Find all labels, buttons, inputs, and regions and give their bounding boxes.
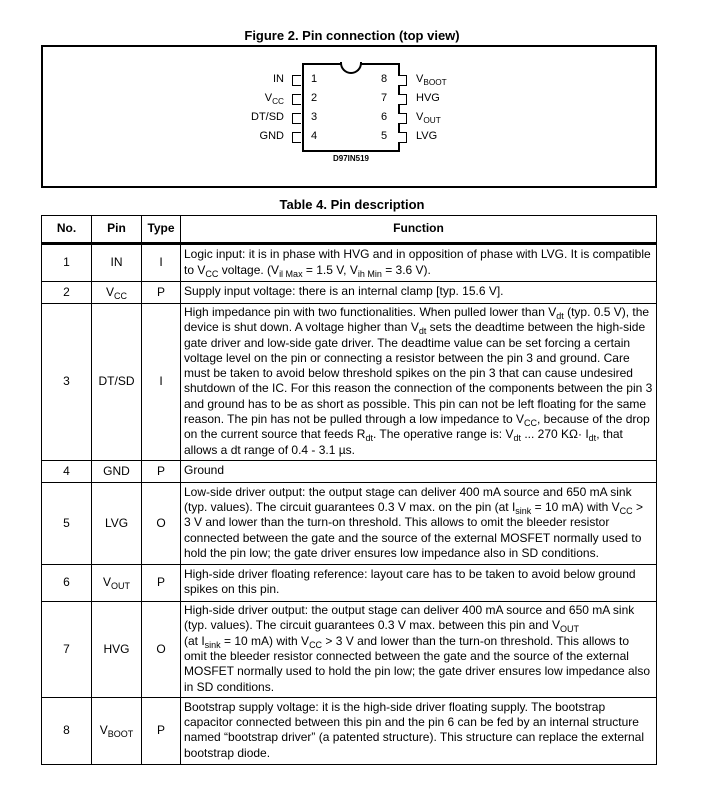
cell-pin: GND bbox=[92, 460, 142, 482]
cell-no: 8 bbox=[42, 697, 92, 764]
pin-description-table bbox=[41, 215, 657, 765]
cell-type: I bbox=[142, 244, 181, 282]
cell-no: 3 bbox=[42, 304, 92, 461]
cell-no: 4 bbox=[42, 460, 92, 482]
cell-no: 6 bbox=[42, 564, 92, 601]
cell-pin: LVG bbox=[92, 482, 142, 564]
pin-number-5: 5 bbox=[381, 130, 388, 142]
pin-lead-2 bbox=[292, 94, 301, 105]
pin-label-vout: $V_{OUT}$ bbox=[416, 111, 441, 125]
cell-function: Logic input: it is in phase with HVG and in opposition of phase with LVG. It is compatible to $V_{CC}$ voltage. ($V_{il Max} = 1.5$ V, $V_{ih Min} = 3.6$ V). bbox=[181, 244, 657, 282]
table-caption: Table 4. Pin description bbox=[279, 197, 425, 212]
cell-pin: $V_{BOOT}$ bbox=[92, 697, 142, 764]
pin-lead-1 bbox=[292, 75, 301, 86]
pin-lead-8 bbox=[398, 75, 407, 86]
cell-no: 5 bbox=[42, 482, 92, 564]
table-row bbox=[42, 564, 657, 601]
cell-pin: DT/SD bbox=[92, 304, 142, 461]
cell-type: P bbox=[142, 564, 181, 601]
pin-number-2: 2 bbox=[311, 92, 318, 104]
header-no: No. bbox=[42, 216, 92, 244]
header-type: Type bbox=[142, 216, 181, 244]
pin-number-3: 3 bbox=[311, 111, 318, 123]
pin-label-vcc: $V_{CC}$ bbox=[264, 92, 284, 106]
cell-no: 2 bbox=[42, 282, 92, 304]
table-header-row bbox=[42, 216, 657, 244]
cell-function: Low-side driver output: the output stage can deliver 400 mA source and 650 mA sink (typ. values). The circuit guarantees 0.3 V max. on the pin (at $I_{sink} = 10$ mA) with $V_{CC} > 3$ V and lower than the turn-on threshold. This allows to omit the bleeder resistor connected between the gate and the source of the external MOSFET normally used to hold the pin low; the gate driver ensures low impedance also in SD conditions. bbox=[181, 482, 657, 564]
pin-label-dtsd: DT/SD bbox=[251, 111, 284, 123]
pin-lead-6 bbox=[398, 113, 407, 124]
header-pin: Pin bbox=[92, 216, 142, 244]
cell-function: Ground bbox=[181, 460, 657, 482]
header-function: Function bbox=[181, 216, 657, 244]
cell-type: O bbox=[142, 601, 181, 697]
cell-function: Supply input voltage: there is an internal clamp [typ. 15.6 V]. bbox=[181, 282, 657, 304]
cell-no: 7 bbox=[42, 601, 92, 697]
cell-pin: $V_{CC}$ bbox=[92, 282, 142, 304]
pin-number-8: 8 bbox=[381, 73, 388, 85]
pin-lead-3 bbox=[292, 113, 301, 124]
cell-type: P bbox=[142, 460, 181, 482]
cell-pin: HVG bbox=[92, 601, 142, 697]
table-row bbox=[42, 244, 657, 282]
figure-caption: Figure 2. Pin connection (top view) bbox=[244, 28, 460, 43]
table-row bbox=[42, 601, 657, 697]
package-code: D97IN519 bbox=[332, 154, 370, 163]
cell-type: O bbox=[142, 482, 181, 564]
pin-label-in: IN bbox=[273, 73, 284, 85]
table-row bbox=[42, 304, 657, 461]
table-row bbox=[42, 460, 657, 482]
pin-lead-5 bbox=[398, 132, 407, 143]
cell-function: High impedance pin with two functionalities. When pulled lower than $V_{dt}$ (typ. 0.5 V), the device is shut down. A voltage higher than $V_{dt}$ sets the deadtime between the high-side gate driver and low-side gate driver. The deadtime value can be set forcing a certain voltage level on the pin or connecting a resistor between the pin 3 and ground. Care must be taken to avoid below threshold spikes on the pin 3 that can cause undesired shutdown of the IC. For this reason the connection of the components between the pin 3 and ground has to be as short as possible. This pin can not be left floating for the same reason. The pin has not be pulled through a low impedance to $V_{CC}$, because of the drop on the current source that feeds $R_{dt}$. The operative range is: $V_{dt}$ ... 270 $K\Omega\cdot I_{dt}$, that allows a dt range of 0.4 - 3.1 µs. bbox=[181, 304, 657, 461]
table-row bbox=[42, 697, 657, 764]
cell-type: P bbox=[142, 697, 181, 764]
cell-no: 1 bbox=[42, 244, 92, 282]
pin-label-gnd: GND bbox=[259, 130, 284, 142]
cell-type: P bbox=[142, 282, 181, 304]
pin-label-vboot: $V_{BOOT}$ bbox=[416, 73, 447, 87]
cell-pin: $V_{OUT}$ bbox=[92, 564, 142, 601]
pin-number-6: 6 bbox=[381, 111, 388, 123]
cell-function: Bootstrap supply voltage: it is the high-side driver floating supply. The bootstrap capacitor connected between this pin and the pin 6 can be fed by an internal structure named “bootstrap driver” (a patented structure). This structure can replace the external bootstrap diode. bbox=[181, 697, 657, 764]
pin-number-7: 7 bbox=[381, 92, 388, 104]
pin-label-hvg: HVG bbox=[416, 92, 440, 104]
pin-number-4: 4 bbox=[311, 130, 318, 142]
cell-function: High-side driver floating reference: layout care has to be taken to avoid below ground spikes on this pin. bbox=[181, 564, 657, 601]
pin-lead-7 bbox=[398, 94, 407, 105]
pin-number-1: 1 bbox=[311, 73, 318, 85]
pin-lead-4 bbox=[292, 132, 301, 143]
cell-function: High-side driver output: the output stage can deliver 400 mA source and 650 mA sink (typ. values). The circuit guarantees 0.3 V max. between this pin and $V_{OUT}$ (at $I_{sink} = 10$ mA) with $V_{CC} > 3$ V and lower than the turn-on threshold. This allows to omit the bleeder resistor connected between the gate and the source of the external MOSFET normally used to hold the pin low; the gate driver ensures low impedance also in SD conditions. bbox=[181, 601, 657, 697]
table-row bbox=[42, 482, 657, 564]
pin-label-lvg: LVG bbox=[416, 130, 438, 142]
table-row bbox=[42, 282, 657, 304]
cell-pin: IN bbox=[92, 244, 142, 282]
cell-type: I bbox=[142, 304, 181, 461]
